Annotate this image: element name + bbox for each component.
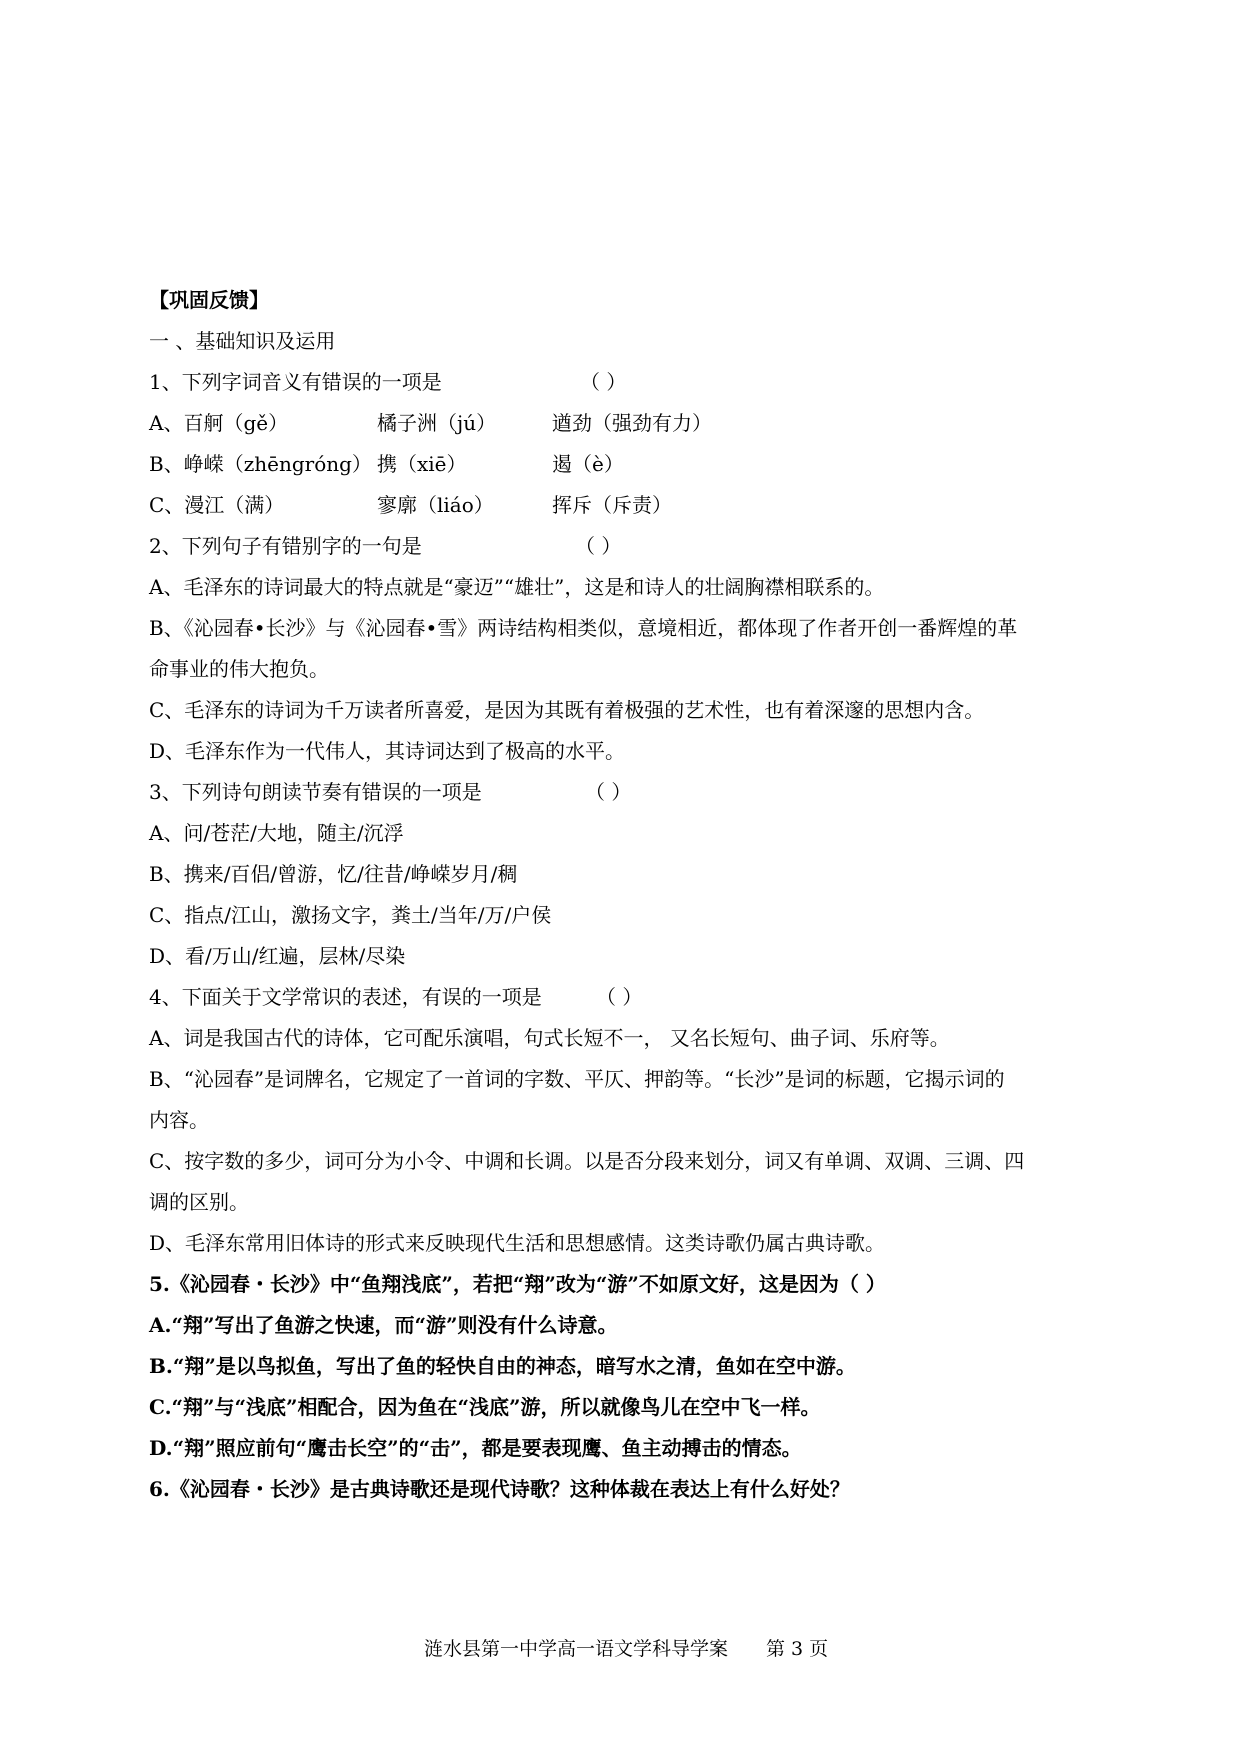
q4-line-b-cont: 内容。 bbox=[149, 1108, 209, 1132]
q1-option-c3: 挥斥（斥责） bbox=[552, 493, 672, 517]
q1-option-c1: C、漫江（满） bbox=[149, 493, 285, 517]
question-4-answer-paren: （ ） bbox=[596, 985, 643, 1009]
question-5-stem: 5.《沁园春・长沙》中“鱼翔浅底”，若把“翔”改为“游”不如原文好，这是因为（ ） bbox=[149, 1272, 886, 1296]
footer-page-number: 第 3 页 bbox=[766, 1638, 829, 1660]
q1-option-a1: A、百舸（gě） bbox=[149, 411, 289, 435]
q2-line-b-cont: 命事业的伟大抱负。 bbox=[149, 657, 329, 681]
q5-line-d: D.“翔”照应前句“鹰击长空”的“击”，都是要表现鹰、鱼主动搏击的情态。 bbox=[149, 1436, 802, 1460]
q1-option-b1: B、峥嵘（zhēngróng） bbox=[149, 452, 372, 476]
q2-line-b: B、《沁园春•长沙》与《沁园春•雪》两诗结构相类似，意境相近，都体现了作者开创一番辉煌的革 bbox=[149, 616, 1018, 640]
q4-line-a: A、词是我国古代的诗体，它可配乐演唱，句式长短不一， 又名长短句、曲子词、乐府等。 bbox=[149, 1026, 950, 1050]
q4-line-d: D、毛泽东常用旧体诗的形式来反映现代生活和思想感情。这类诗歌仍属古典诗歌。 bbox=[149, 1231, 886, 1255]
q3-line-b: B、携来/百侣/曾游，忆/往昔/峥嵘岁月/稠 bbox=[149, 862, 518, 886]
page-footer bbox=[424, 1637, 828, 1661]
q1-option-b3: 遏（è） bbox=[552, 452, 624, 476]
q2-line-c: C、毛泽东的诗词为千万读者所喜爱，是因为其既有着极强的艺术性，也有着深邃的思想内含。 bbox=[149, 698, 985, 722]
q2-line-d: D、毛泽东作为一代伟人，其诗词达到了极高的水平。 bbox=[149, 739, 626, 763]
question-3-stem: 3、下列诗句朗读节奏有错误的一项是 bbox=[149, 780, 482, 804]
section-title: 【巩固反馈】 bbox=[149, 288, 269, 312]
q1-option-a2: 橘子洲（jú） bbox=[377, 411, 497, 435]
part-heading: 一 、基础知识及运用 bbox=[149, 329, 336, 353]
q2-line-a: A、毛泽东的诗词最大的特点就是“豪迈”“雄壮”，这是和诗人的壮阔胸襟相联系的。 bbox=[149, 575, 885, 599]
q1-option-a3: 遒劲（强劲有力） bbox=[552, 411, 712, 435]
q5-line-b: B.“翔”是以鸟拟鱼，写出了鱼的轻快自由的神态，暗写水之清，鱼如在空中游。 bbox=[149, 1354, 856, 1378]
footer-school: 涟水县第一中学高一语文学科导学案 bbox=[424, 1638, 729, 1660]
q5-line-a: A.“翔”写出了鱼游之快速，而“游”则没有什么诗意。 bbox=[149, 1313, 618, 1337]
question-4-stem: 4、下面关于文学常识的表述，有误的一项是 bbox=[149, 985, 542, 1009]
q3-line-c: C、指点/江山，激扬文字，粪土/当年/万/户侯 bbox=[149, 903, 552, 927]
question-2-stem: 2、下列句子有错别字的一句是 bbox=[149, 534, 422, 558]
question-2-answer-paren: （ ） bbox=[575, 534, 622, 558]
q4-line-c-cont: 调的区别。 bbox=[149, 1190, 249, 1214]
question-1-stem: 1、下列字词音义有错误的一项是 bbox=[149, 370, 442, 394]
question-3-answer-paren: （ ） bbox=[585, 780, 632, 804]
q3-line-d: D、看/万山/红遍，层林/尽染 bbox=[149, 944, 406, 968]
q4-line-c: C、按字数的多少，词可分为小令、中调和长调。以是否分段来划分，词又有单调、双调、三调、四 bbox=[149, 1149, 1025, 1173]
q1-option-b2: 携（xiē） bbox=[377, 452, 467, 476]
q4-line-b: B、“沁园春”是词牌名，它规定了一首词的字数、平仄、押韵等。“长沙”是词的标题，它揭示词的 bbox=[149, 1067, 1005, 1091]
q3-line-a: A、问/苍茫/大地，随主/沉浮 bbox=[149, 821, 404, 845]
question-6-stem: 6.《沁园春・长沙》是古典诗歌还是现代诗歌？这种体裁在表达上有什么好处？ bbox=[149, 1477, 850, 1501]
question-1-answer-paren: （ ） bbox=[580, 370, 627, 394]
q1-option-c2: 寥廓（liáo） bbox=[377, 493, 494, 517]
q5-line-c: C.“翔”与“浅底”相配合，因为鱼在“浅底”游，所以就像鸟儿在空中飞一样。 bbox=[149, 1395, 821, 1419]
